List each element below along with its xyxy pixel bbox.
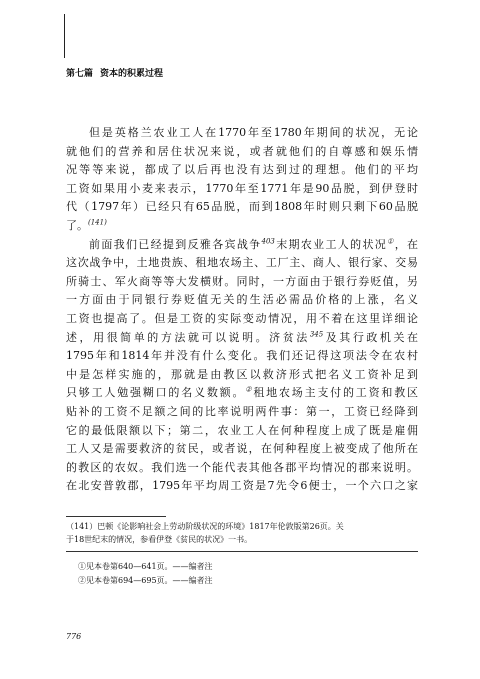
author-footnote-141 (66, 520, 418, 546)
text-segment: 及其行政机关在 (323, 330, 418, 344)
editor-note-2: ②见本卷第694—695页。——编者注 (78, 576, 213, 585)
paragraph-1 (66, 124, 418, 236)
text-line (66, 217, 418, 236)
text-line: 工资也提高了。但是工资的实际变动情况，用不着在这里详细论 (66, 311, 418, 325)
editor-note-ref-2[interactable]: ② (245, 385, 254, 394)
margin-line (64, 14, 65, 58)
main-text (66, 124, 418, 496)
text-segment: 前面我们已经提到反雅各宾战争 (89, 237, 262, 251)
text-line: 在北安普敦郡，1795年平均周工资是7先令6便士，一个六口之家 (66, 479, 418, 493)
text-segment: 末期农业工人的状况 (274, 237, 388, 251)
text-segment: 了。 (66, 218, 88, 232)
text-line: 工人又是需要救济的贫民，或者说，在何种程度上被变成了他所在 (66, 442, 418, 456)
text-segment: 只够工人勉强糊口的名义数额。 (66, 386, 246, 400)
text-line (66, 329, 418, 348)
editor-note-ref-1[interactable]: ① (387, 236, 395, 245)
text-line: 但是英格兰农业工人在1770年至1780年期间的状况，无论 (89, 126, 418, 139)
text-line: 的教区的农奴。我们选一个能代表其他各郡平均情况的郡来说明。 (66, 460, 418, 474)
editor-note-1: ①见本卷第640—641页。——编者注 (78, 562, 213, 571)
text-segment: 租地农场主支付的工资和教区 (253, 386, 418, 400)
text-line: 代（1797年）已经只有65品脱，而到1808年时则只剩下60品脱 (66, 200, 418, 214)
running-header (66, 66, 163, 79)
index-ref-403[interactable]: 403 (261, 236, 275, 245)
text-line: 1795年和1814年并没有什么变化。我们还记得这项法令在农村 (66, 349, 418, 363)
text-line: 中是怎样实施的，那就是由教区以救济形式把名义工资补足到 (66, 367, 418, 381)
text-segment: ，在 (394, 237, 418, 251)
text-line: 所骑士、军火商等等大发横财。同时，一方面由于银行券贬值，另 (66, 274, 418, 288)
paragraph-2 (66, 236, 418, 496)
footnote-line: 于18世纪末的情况，参看伊登《贫民的状况》一书。 (66, 535, 253, 544)
editor-notes-divider (66, 551, 418, 552)
text-line: 就他们的营养和居住状况来说，或者就他们的自尊感和娱乐情 (66, 144, 418, 158)
text-line (66, 236, 418, 255)
text-line: 况等等来说，都成了以后再也没有达到过的理想。他们的平均 (66, 163, 418, 177)
chapter-label: 第七篇 (66, 69, 94, 79)
editor-notes (78, 560, 213, 588)
text-line: 这次战争中，土地贵族、租地农场主、工厂主、商人、银行家、交易 (66, 256, 418, 270)
text-line: 工资如果用小麦来表示，1770年至1771年是90品脱，到伊登时 (66, 181, 418, 195)
page-number: 776 (66, 632, 82, 641)
text-line: 一方面由于同银行券贬值无关的生活必需品价格的上涨，名义 (66, 293, 418, 307)
index-ref-345[interactable]: 345 (309, 329, 324, 338)
footnote-line: （141）巴顿《论影响社会上劳动阶级状况的环境》1817年伦敦版第26页。关 (66, 522, 344, 531)
footnote-divider (66, 516, 166, 517)
text-line: 贴补的工资不足额之间的比率说明两件事：第一，工资已经降到 (66, 404, 418, 418)
text-segment: 述，用很简单的方法就可以说明。济贫法 (66, 330, 310, 344)
text-line: 它的最低限额以下；第二，农业工人在何种程度上成了既是雇佣 (66, 423, 418, 437)
footnote-ref-141[interactable]: (141) (88, 218, 107, 227)
chapter-title: 资本的积累过程 (100, 69, 164, 79)
text-line (66, 384, 418, 403)
